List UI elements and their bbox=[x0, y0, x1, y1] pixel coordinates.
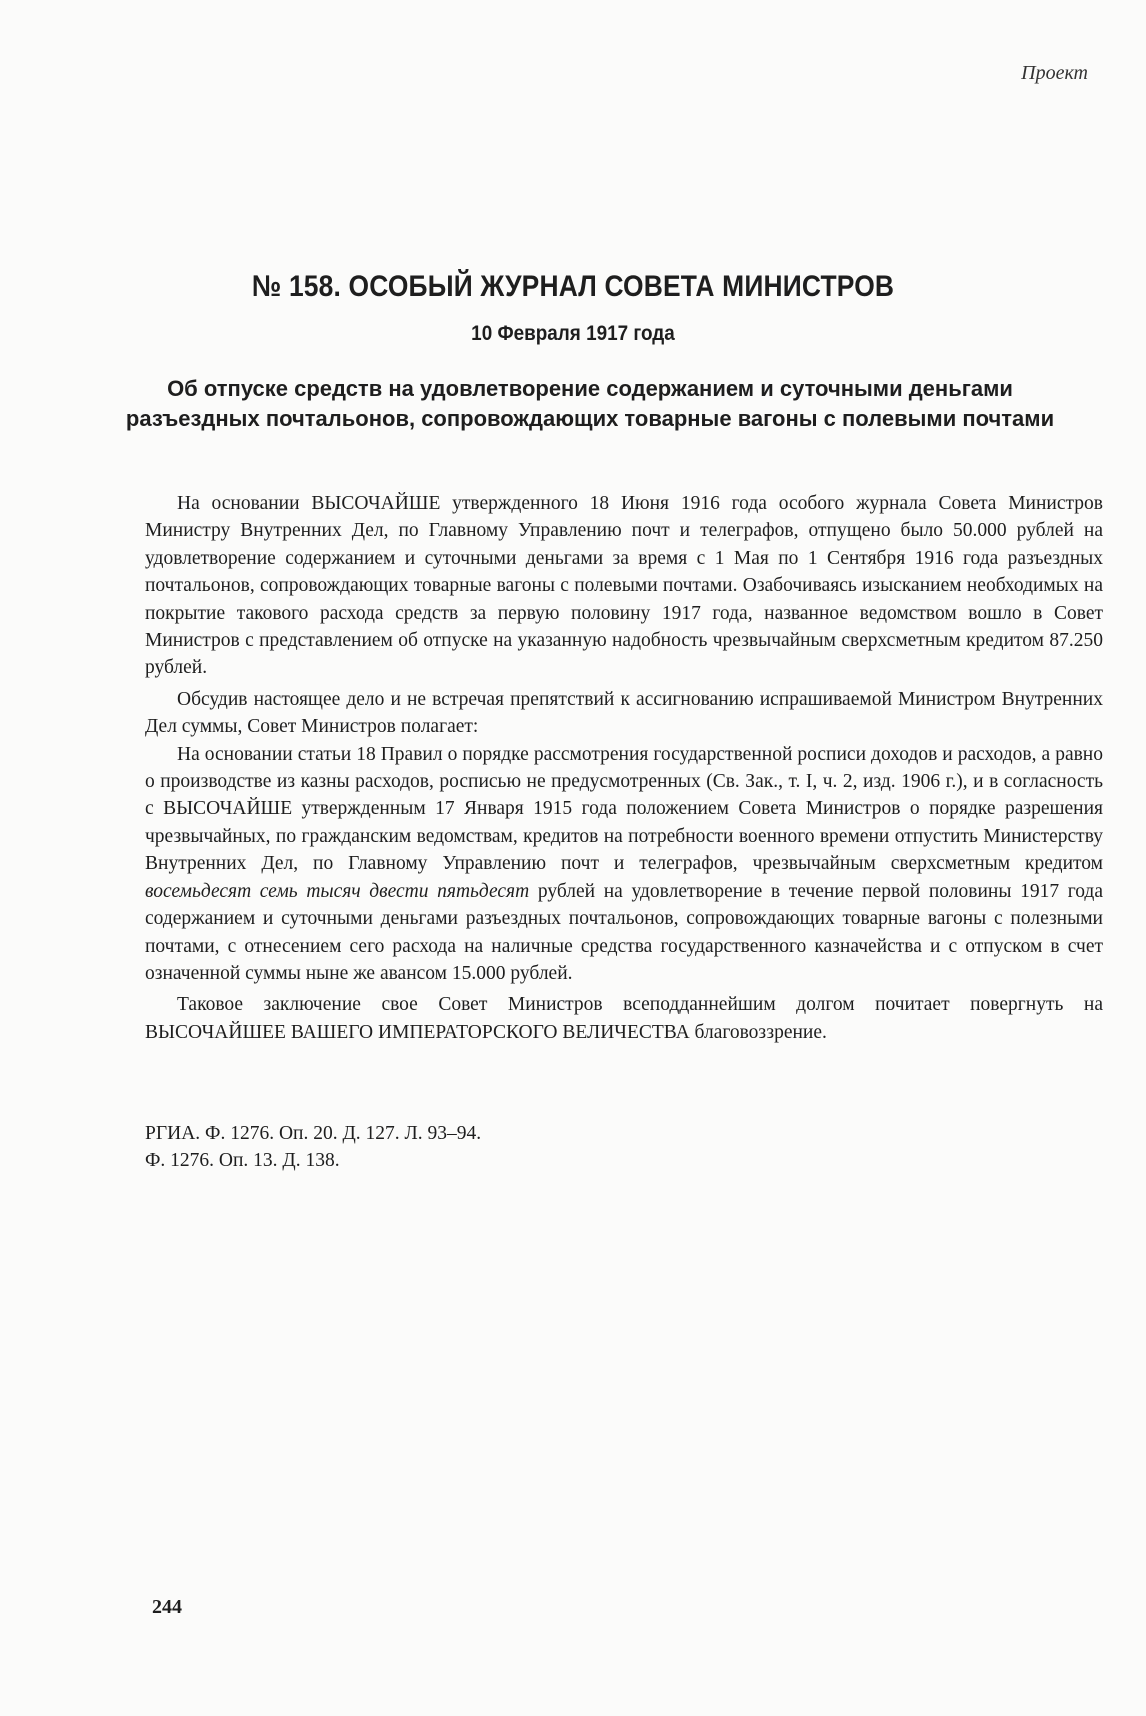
document-title: № 158. ОСОБЫЙ ЖУРНАЛ СОВЕТА МИНИСТРОВ bbox=[251, 270, 895, 303]
document-date: 10 Февраля 1917 года bbox=[471, 322, 675, 345]
paragraph-3-amount-words: восемьдесят семь тысяч двести пятьдесят bbox=[145, 880, 530, 902]
draft-mark: Проект bbox=[1021, 62, 1088, 84]
archive-source-line-2: Ф. 1276. Оп. 13. Д. 138. bbox=[145, 1150, 340, 1171]
archive-sources bbox=[145, 1120, 481, 1174]
page-number: 244 bbox=[152, 1596, 182, 1618]
document-body bbox=[145, 490, 1103, 1046]
paragraph-4: Таковое заключение свое Совет Министров всеподданнейшим долгом почитает повергнуть на ВЫСОЧАЙШЕЕ ВАШЕГО ИМПЕРАТОРСКОГО ВЕЛИЧЕСТВА благовоззрение. bbox=[145, 994, 1103, 1043]
paragraph-3-start: На основании статьи 18 Правил о порядке рассмотрения государственной росписи доходов и расходов, а равно о производстве из казны расходов, росписью не предусмотренных (Св. Зак., т. I, ч. 2, изд. 1906 г.), и в согласность с ВЫСОЧАЙШЕ утвержденным 17 Января 1915 года положением Совета Министров о порядке разрешения чрезвычайных, по гражданским ведомствам, кредитов на потребности военного времени отпустить Министерству Внутренних Дел, по Главному Управлению почт и телеграфов, чрезвычайным сверхсметным кредитом bbox=[145, 743, 1103, 875]
paragraph-3 bbox=[145, 741, 1103, 988]
paragraph-2: Обсудив настоящее дело и не встречая препятствий к ассигнованию испрашиваемой Министром Внутренних Дел суммы, Совет Министров полагает: bbox=[145, 688, 1103, 738]
document-subject: Об отпуске средств на удовлетворение содержанием и суточными деньгами разъездных почтальонов, сопровождающих товарные вагоны с полевыми почтами bbox=[125, 376, 1055, 431]
paragraph-3-end: рублей на удовлетворение в течение первой половины 1917 года содержанием и суточными деньгами разъездных почтальонов, сопровождающих товарные вагоны с полезными почтами, с отнесением сего расхода на наличные средства государственного казначейства и с отпуском в счет означенной суммы ныне же авансом 15.000 рублей. bbox=[145, 880, 1103, 984]
archive-source-line-1: РГИА. Ф. 1276. Оп. 20. Д. 127. Л. 93–94. bbox=[145, 1123, 482, 1144]
paragraph-1: На основании ВЫСОЧАЙШЕ утвержденного 18 Июня 1916 года особого журнала Совета Министров Министру Внутренних Дел, по Главному Управлению почт и телеграфов, отпущено было 50.000 рублей на удовлетворение содержанием и суточными деньгами за время с 1 Мая по 1 Сентября 1916 года разъездных почтальонов, сопровождающих товарные вагоны с полевыми почтами. Озабочиваясь изысканием необходимых на покрытие такового расхода средств за первую половину 1917 года, названное ведомством вошло в Совет Министров с представлением об отпуске на указанную надобность чрезвычайным сверхсметным кредитом 87.250 рублей. bbox=[145, 493, 1103, 679]
